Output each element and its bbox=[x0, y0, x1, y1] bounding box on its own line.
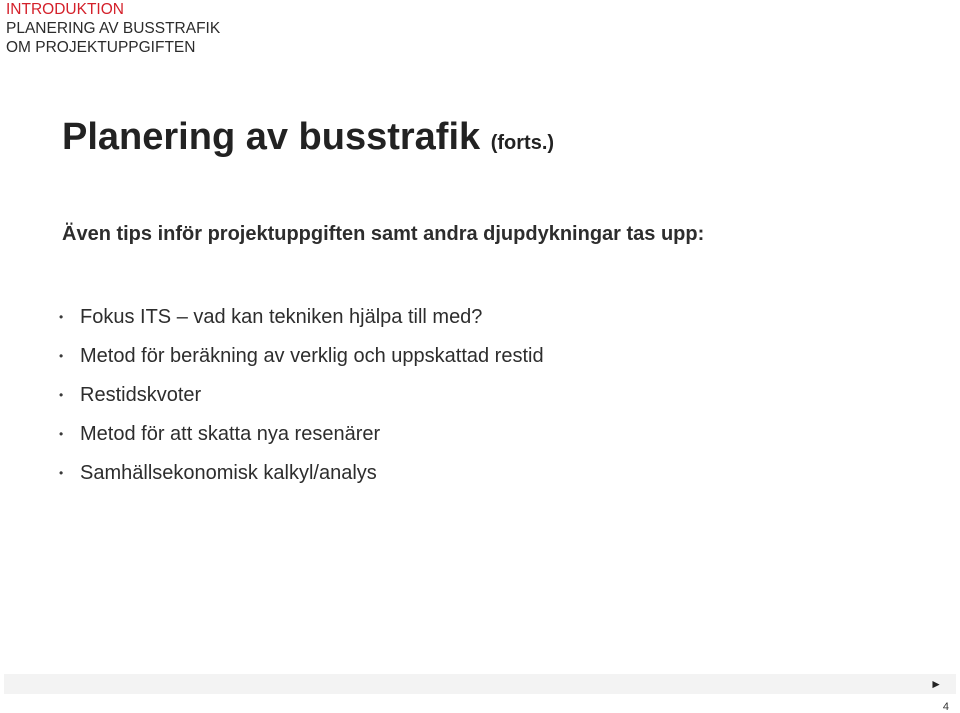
slide-title-suffix: (forts.) bbox=[490, 132, 555, 154]
breadcrumb bbox=[6, 0, 220, 57]
bullet-icon: • bbox=[59, 466, 64, 480]
bullet-icon: • bbox=[59, 427, 64, 441]
bullet-text: Metod för att skatta nya resenärer bbox=[80, 423, 381, 445]
slide-title-text: Planering av busstrafik bbox=[62, 116, 481, 158]
bullet-item bbox=[59, 376, 544, 415]
bullet-text: Samhällsekonomisk kalkyl/analys bbox=[80, 462, 377, 484]
bullet-item bbox=[59, 415, 544, 454]
breadcrumb-item-projektuppgiften[interactable]: OM PROJEKTUPPGIFTEN bbox=[6, 39, 196, 56]
bullet-item bbox=[59, 454, 544, 493]
bullet-list bbox=[59, 298, 544, 493]
bullet-text: Metod för beräkning av verklig och uppskattad restid bbox=[80, 345, 544, 367]
bullet-text: Fokus ITS – vad kan tekniken hjälpa till med? bbox=[80, 306, 483, 328]
slide-intro: Även tips inför projektuppgiften samt andra djupdykningar tas upp: bbox=[62, 223, 705, 245]
bullet-item bbox=[59, 337, 544, 376]
bullet-text: Restidskvoter bbox=[80, 384, 202, 406]
breadcrumb-item-introduktion[interactable]: INTRODUKTION bbox=[6, 1, 124, 18]
bullet-icon: • bbox=[59, 349, 64, 363]
bullet-item bbox=[59, 298, 544, 337]
bullet-icon: • bbox=[59, 310, 64, 324]
footer-bar bbox=[4, 674, 956, 694]
page-number: 4 bbox=[942, 701, 949, 713]
bullet-icon: • bbox=[59, 388, 64, 402]
next-slide-icon[interactable]: ► bbox=[930, 677, 942, 691]
breadcrumb-item-planering[interactable]: PLANERING AV BUSSTRAFIK bbox=[6, 20, 221, 37]
slide-title bbox=[62, 116, 554, 159]
